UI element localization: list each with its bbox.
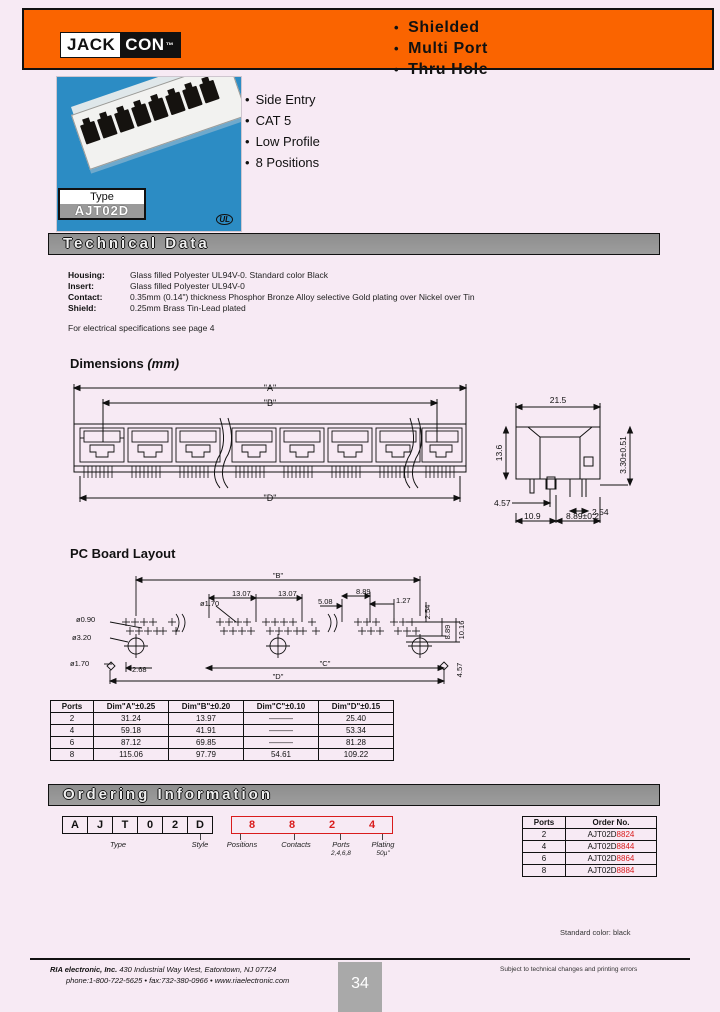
product-bullet: • Side Entry — [245, 90, 495, 110]
legend-plating-sub: 50µ" — [376, 850, 390, 857]
logo-con-label: CON — [125, 35, 165, 54]
table-row — [523, 841, 657, 853]
pcb-layout-drawing — [70, 566, 510, 686]
cell-ports: 6 — [51, 737, 94, 749]
tech-key: Insert: — [68, 281, 94, 291]
order-col-ports: Ports — [523, 817, 566, 829]
feature-item: • Thru Hole — [394, 60, 720, 79]
jackcon-logo — [60, 32, 181, 58]
part-number-code-row — [62, 816, 393, 834]
cell-ports: 4 — [51, 725, 94, 737]
legend-type: Type — [109, 840, 127, 849]
table-row — [51, 737, 394, 749]
tech-key: Contact: — [68, 292, 103, 302]
pcb-dim-457: 4.57 — [455, 662, 464, 678]
pcb-label-d: "D" — [272, 672, 284, 681]
rj45-port-icon — [131, 103, 152, 127]
dim-col-c: Dim"C"±0.10 — [244, 701, 319, 713]
code-cell: 0 — [138, 817, 163, 833]
cell-c: ——— — [244, 725, 319, 737]
tech-row — [68, 292, 648, 303]
order-prefix: AJT02D — [587, 854, 617, 863]
tech-row — [68, 281, 648, 292]
order-number — [566, 841, 657, 853]
ordering-information-title: Ordering Information — [63, 786, 273, 803]
tech-key: Shield: — [68, 303, 97, 313]
cell-a: 87.12 — [94, 737, 169, 749]
pcb-hole-090: ø0.90 — [76, 615, 96, 624]
tech-row — [68, 303, 648, 314]
connector-body — [71, 76, 242, 170]
legend-plating: Plating — [371, 840, 395, 849]
cell-b: 41.91 — [169, 725, 244, 737]
cell-d: 81.28 — [319, 737, 394, 749]
cell-a: 59.18 — [94, 725, 169, 737]
pcb-label-b: "B" — [272, 571, 284, 580]
dim-col-b: Dim"B"±0.20 — [169, 701, 244, 713]
trademark-icon: ™ — [165, 40, 175, 50]
pcb-pitch-127: 1.27 — [396, 596, 411, 605]
footer-line-1 — [50, 964, 350, 975]
rj45-port-icon — [165, 91, 186, 115]
rj45-port-icon — [114, 109, 135, 133]
feature-item: • Shielded — [394, 18, 720, 37]
legend-tick — [340, 834, 341, 840]
pcb-hole-170a: ø1.70 — [70, 659, 90, 668]
logo-con-text — [120, 33, 180, 57]
legend-contacts: Contacts — [281, 840, 311, 849]
code-cell: 2 — [163, 817, 188, 833]
legend-tick — [200, 834, 201, 840]
tech-value: 0.25mm Brass Tin-Lead plated — [130, 303, 246, 313]
order-suffix: 8864 — [616, 854, 635, 863]
code-cell: D — [196, 819, 204, 831]
side-dim-254: 2.54 — [592, 507, 609, 517]
legend-tick — [240, 834, 241, 840]
order-number — [566, 853, 657, 865]
pcb-pitch-1307b: 13.07 — [278, 589, 297, 598]
pcb-hole-170b: ø1.70 — [200, 599, 220, 608]
legend-positions: Positions — [226, 840, 258, 849]
side-dim-457: 4.57 — [494, 498, 511, 508]
pcb-dim-254: 2.54 — [423, 604, 432, 620]
table-row — [523, 865, 657, 877]
footer-address: 430 Industrial Way West, Eatontown, NJ 07724 — [119, 965, 277, 974]
technical-data-band — [48, 233, 660, 255]
legend-tick — [294, 834, 295, 840]
cell-c: ——— — [244, 713, 319, 725]
dim-label-d: "D" — [263, 493, 277, 503]
product-bullet-list — [245, 90, 495, 174]
ordering-information-band — [48, 784, 660, 806]
footer-disclaimer: Subject to technical changes and printing errors — [500, 966, 638, 973]
side-view-drawing — [478, 385, 668, 525]
code-cell: T — [113, 817, 138, 833]
pcb-dim-268: 2.68 — [132, 665, 147, 674]
rj45-port-icon — [199, 80, 220, 104]
table-row — [523, 853, 657, 865]
cell-d: 25.40 — [319, 713, 394, 725]
legend-style: Style — [191, 840, 209, 849]
side-dim-width: 21.5 — [549, 395, 567, 405]
side-dim-height: 13.6 — [494, 444, 504, 462]
table-row — [51, 713, 394, 725]
standard-color-note: Standard color: black — [560, 928, 631, 937]
product-bullet: • 8 Positions — [245, 153, 495, 173]
table-row — [523, 829, 657, 841]
technical-data-title: Technical Data — [63, 235, 210, 252]
technical-data-rows — [68, 270, 648, 314]
part-number-legend — [62, 836, 395, 868]
header-feature-list — [394, 18, 720, 81]
tech-value: 0.35mm (0.14") thickness Phosphor Bronze Alloy selective Gold plating over Nickel over Tin — [130, 292, 475, 302]
pcb-pitch-889: 8.89 — [356, 587, 371, 596]
part-number-suffix-box — [231, 816, 393, 834]
dim-col-ports: Ports — [51, 701, 94, 713]
dim-col-d: Dim"D"±0.15 — [319, 701, 394, 713]
logo-jack-text: JACK — [61, 33, 120, 57]
legend-tick — [382, 834, 383, 840]
product-bullet: • Low Profile — [245, 132, 495, 152]
dim-label-a: "A" — [263, 383, 277, 393]
order-ports: 6 — [523, 853, 566, 865]
order-col-number: Order No. — [566, 817, 657, 829]
type-badge-value: AJT02D — [60, 204, 144, 218]
cell-ports: 8 — [51, 749, 94, 761]
dimensions-heading-text: Dimensions — [70, 356, 144, 371]
pcb-dim-889v: 8.89 — [443, 624, 452, 640]
table-header-row — [51, 701, 394, 713]
type-badge — [58, 188, 146, 220]
dimensions-heading-unit: (mm) — [147, 356, 180, 371]
cell-d: 109.22 — [319, 749, 394, 761]
cell-c: ——— — [244, 737, 319, 749]
footer-contact: phone:1-800-722-5625 • fax:732-380-0966 • www.riaelectronic.com — [66, 976, 290, 985]
technical-note: For electrical specifications see page 4 — [68, 323, 215, 333]
table-row — [51, 749, 394, 761]
code-cell: A — [63, 817, 88, 833]
cell-ports: 2 — [51, 713, 94, 725]
code-cell: J — [88, 817, 113, 833]
connector-port-row — [80, 80, 220, 145]
cell-a: 115.06 — [94, 749, 169, 761]
ul-ring-label: UL — [216, 214, 233, 225]
pcb-layout-heading: PC Board Layout — [70, 546, 176, 561]
order-number-table — [522, 816, 657, 877]
part-number-prefix-box — [62, 816, 213, 834]
cell-b: 13.97 — [169, 713, 244, 725]
order-suffix: 8884 — [616, 866, 635, 875]
pcb-hole-320: ø3.20 — [72, 633, 92, 642]
tech-value: Glass filled Polyester UL94V-0 — [130, 281, 245, 291]
cell-d: 53.34 — [319, 725, 394, 737]
dim-col-a: Dim"A"±0.25 — [94, 701, 169, 713]
footer-company-name: RIA electronic, Inc. — [50, 965, 118, 974]
pcb-pitch-1307a: 13.07 — [232, 589, 251, 598]
cell-a: 31.24 — [94, 713, 169, 725]
legend-ports: Ports — [332, 840, 350, 849]
cell-b: 97.79 — [169, 749, 244, 761]
order-ports: 2 — [523, 829, 566, 841]
dimensions-heading — [70, 356, 179, 371]
order-suffix: 8824 — [616, 830, 635, 839]
order-suffix: 8844 — [616, 842, 635, 851]
table-row — [51, 725, 394, 737]
code-cell-red: 8 — [248, 819, 256, 831]
order-prefix: AJT02D — [587, 842, 617, 851]
tech-value: Glass filled Polyester UL94V-0. Standard color Black — [130, 270, 328, 280]
rj45-port-icon — [182, 86, 203, 110]
tech-row — [68, 270, 648, 281]
pcb-label-c: "C" — [319, 659, 331, 668]
order-prefix: AJT02D — [587, 830, 617, 839]
cell-b: 69.85 — [169, 737, 244, 749]
dim-label-b: "B" — [263, 398, 277, 408]
footer-company-block — [50, 964, 350, 986]
cell-c: 54.61 — [244, 749, 319, 761]
pcb-dim-1016: 10.16 — [457, 620, 466, 640]
order-ports: 4 — [523, 841, 566, 853]
pcb-pitch-508: 5.08 — [318, 597, 333, 606]
code-cell-red: 4 — [368, 819, 376, 831]
type-badge-label: Type — [90, 191, 114, 203]
page-number: 34 — [338, 962, 382, 1012]
side-dim-pin: 3.30±0.51 — [618, 436, 628, 474]
order-ports: 8 — [523, 865, 566, 877]
code-cell-red: 8 — [288, 819, 296, 831]
ul-listed-icon — [216, 214, 233, 225]
side-dim-109: 10.9 — [524, 511, 541, 521]
order-prefix: AJT02D — [587, 866, 617, 875]
front-view-drawing — [70, 380, 470, 520]
feature-item: • Multi Port — [394, 39, 720, 58]
dimension-table — [50, 700, 394, 761]
order-number — [566, 829, 657, 841]
order-number — [566, 865, 657, 877]
code-cell-red: 2 — [328, 819, 336, 831]
tech-key: Housing: — [68, 270, 105, 280]
table-header-row — [523, 817, 657, 829]
footer-divider — [30, 958, 690, 960]
side-dim-889: 8.89±0.2 — [566, 511, 600, 521]
product-bullet: • CAT 5 — [245, 111, 495, 131]
legend-ports-sub: 2,4,6,8 — [331, 850, 351, 857]
